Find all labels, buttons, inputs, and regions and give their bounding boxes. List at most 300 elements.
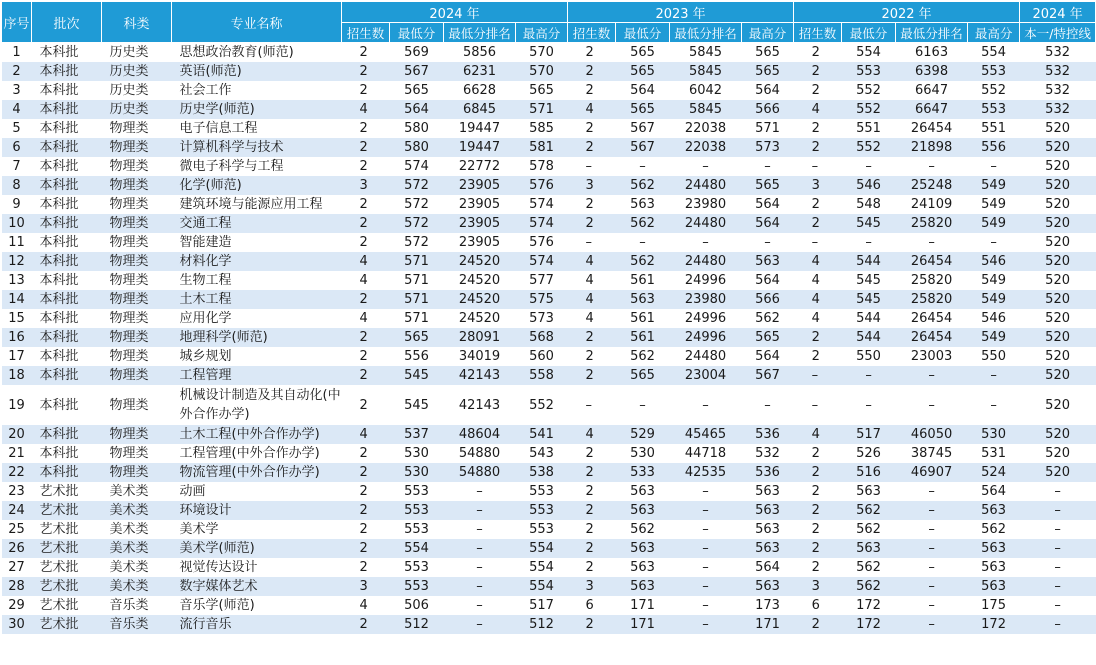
table-row [2,290,1096,309]
cell-min-score-2023: 563 [616,577,670,596]
cell-max-score-2024: 585 [516,119,568,138]
cell-max-score-2024: 560 [516,347,568,366]
cell-index: 22 [2,463,32,482]
cell-max-score-2022: 554 [968,43,1020,63]
cell-category: 美术类 [102,577,172,596]
cell-max-score-2024: 574 [516,252,568,271]
cell-min-rank-2023: – [670,385,742,425]
cell-max-score-2022: 562 [968,520,1020,539]
cell-min-rank-2024: – [444,558,516,577]
cell-max-score-2023: – [742,157,794,176]
cell-category: 物理类 [102,463,172,482]
cell-enrollment-2022: 3 [794,577,842,596]
cell-max-score-2022: 530 [968,425,1020,444]
table-row [2,347,1096,366]
header-year-2022: 2022 年 [794,2,1020,23]
cell-min-score-2023: – [616,385,670,425]
cell-batch: 艺术批 [32,520,102,539]
table-row [2,615,1096,634]
table-row [2,119,1096,138]
cell-enrollment-2023: 4 [568,252,616,271]
cell-batch: 本科批 [32,463,102,482]
cell-min-rank-2022: – [896,558,968,577]
cell-enrollment-2023: 2 [568,138,616,157]
cell-max-score-2023: 171 [742,615,794,634]
cell-enrollment-2022: 2 [794,558,842,577]
cell-enrollment-2023: 4 [568,271,616,290]
cell-min-score-2024: 554 [390,539,444,558]
cell-major: 交通工程 [172,214,342,233]
cell-max-score-2022: 550 [968,347,1020,366]
cell-control-line-2024: 520 [1020,309,1096,328]
cell-control-line-2024: 520 [1020,271,1096,290]
header-min-rank-2022: 最低分排名 [896,23,968,43]
cell-control-line-2024: 520 [1020,157,1096,176]
cell-min-rank-2023: 24480 [670,214,742,233]
cell-batch: 本科批 [32,309,102,328]
cell-min-rank-2024: – [444,539,516,558]
cell-min-rank-2023: – [670,520,742,539]
header-max-score-2022: 最高分 [968,23,1020,43]
cell-enrollment-2023: 2 [568,520,616,539]
cell-min-rank-2022: – [896,539,968,558]
header-max-score-2023: 最高分 [742,23,794,43]
cell-min-score-2024: 580 [390,138,444,157]
cell-enrollment-2024: 2 [342,385,390,425]
cell-max-score-2023: 563 [742,501,794,520]
cell-min-score-2024: 580 [390,119,444,138]
cell-min-rank-2023: – [670,615,742,634]
cell-max-score-2023: 173 [742,596,794,615]
cell-index: 12 [2,252,32,271]
cell-max-score-2023: 566 [742,290,794,309]
cell-control-line-2024: 532 [1020,43,1096,63]
cell-min-score-2024: 564 [390,100,444,119]
cell-max-score-2023: 565 [742,43,794,63]
table-row [2,501,1096,520]
cell-index: 15 [2,309,32,328]
table-row [2,482,1096,501]
cell-min-rank-2024: 24520 [444,290,516,309]
cell-min-score-2023: 562 [616,214,670,233]
cell-enrollment-2023: 2 [568,501,616,520]
header-major: 专业名称 [172,2,342,43]
cell-enrollment-2023: – [568,385,616,425]
cell-min-rank-2024: 23905 [444,176,516,195]
cell-min-score-2024: 530 [390,463,444,482]
cell-min-score-2022: 563 [842,482,896,501]
cell-max-score-2022: 563 [968,539,1020,558]
cell-max-score-2023: 564 [742,81,794,100]
cell-max-score-2022: 564 [968,482,1020,501]
cell-max-score-2023: 564 [742,214,794,233]
table-row [2,328,1096,347]
cell-min-score-2022: 563 [842,539,896,558]
cell-index: 9 [2,195,32,214]
cell-category: 物理类 [102,138,172,157]
cell-batch: 本科批 [32,347,102,366]
cell-min-score-2023: – [616,157,670,176]
cell-max-score-2022: 531 [968,444,1020,463]
cell-min-score-2023: 562 [616,252,670,271]
cell-min-score-2022: 545 [842,214,896,233]
cell-min-rank-2022: 6647 [896,81,968,100]
header-min-score-2023: 最低分 [616,23,670,43]
cell-enrollment-2022: 2 [794,214,842,233]
table-row [2,176,1096,195]
cell-min-score-2022: 550 [842,347,896,366]
cell-min-score-2024: 553 [390,558,444,577]
cell-min-score-2022: 546 [842,176,896,195]
cell-enrollment-2022: 2 [794,138,842,157]
cell-min-score-2023: 562 [616,520,670,539]
cell-category: 物理类 [102,195,172,214]
table-row [2,425,1096,444]
cell-control-line-2024: 520 [1020,252,1096,271]
cell-enrollment-2022: – [794,233,842,252]
header-enrollment-2023: 招生数 [568,23,616,43]
cell-index: 21 [2,444,32,463]
cell-control-line-2024: 520 [1020,176,1096,195]
cell-control-line-2024: 520 [1020,119,1096,138]
cell-min-score-2023: 533 [616,463,670,482]
cell-enrollment-2023: 2 [568,119,616,138]
table-row [2,252,1096,271]
cell-max-score-2022: 524 [968,463,1020,482]
cell-category: 物理类 [102,290,172,309]
table-row [2,81,1096,100]
cell-min-score-2024: 553 [390,501,444,520]
cell-category: 物理类 [102,385,172,425]
cell-max-score-2022: 549 [968,214,1020,233]
cell-min-rank-2023: – [670,482,742,501]
cell-enrollment-2022: 2 [794,328,842,347]
cell-enrollment-2022: 2 [794,501,842,520]
cell-index: 11 [2,233,32,252]
cell-index: 25 [2,520,32,539]
cell-enrollment-2024: 2 [342,501,390,520]
cell-enrollment-2022: 2 [794,43,842,63]
cell-index: 2 [2,62,32,81]
cell-max-score-2024: 554 [516,577,568,596]
cell-batch: 本科批 [32,271,102,290]
table-row [2,195,1096,214]
cell-min-rank-2022: – [896,157,968,176]
cell-index: 7 [2,157,32,176]
cell-max-score-2023: 571 [742,119,794,138]
cell-min-score-2022: 172 [842,615,896,634]
cell-index: 29 [2,596,32,615]
cell-max-score-2022: 563 [968,577,1020,596]
cell-index: 1 [2,43,32,63]
cell-min-rank-2024: 23905 [444,214,516,233]
cell-enrollment-2023: 3 [568,577,616,596]
table-row [2,43,1096,63]
cell-min-score-2023: 567 [616,119,670,138]
admission-scores-table [1,1,1096,634]
cell-index: 23 [2,482,32,501]
cell-min-rank-2024: 54880 [444,444,516,463]
cell-major: 电子信息工程 [172,119,342,138]
cell-enrollment-2022: 4 [794,252,842,271]
cell-min-rank-2022: 24109 [896,195,968,214]
cell-min-rank-2024: 5856 [444,43,516,63]
cell-index: 28 [2,577,32,596]
cell-index: 30 [2,615,32,634]
cell-category: 物理类 [102,119,172,138]
table-row [2,100,1096,119]
cell-category: 物理类 [102,425,172,444]
cell-min-score-2024: 574 [390,157,444,176]
cell-min-score-2024: 553 [390,577,444,596]
cell-max-score-2022: 549 [968,195,1020,214]
header-year-2024: 2024 年 [342,2,568,23]
cell-enrollment-2023: 2 [568,539,616,558]
cell-max-score-2024: 517 [516,596,568,615]
cell-min-rank-2024: 22772 [444,157,516,176]
cell-index: 5 [2,119,32,138]
cell-index: 14 [2,290,32,309]
cell-enrollment-2024: 2 [342,463,390,482]
cell-enrollment-2022: 4 [794,425,842,444]
cell-enrollment-2022: – [794,385,842,425]
cell-max-score-2022: 552 [968,81,1020,100]
cell-batch: 本科批 [32,366,102,385]
cell-enrollment-2022: 3 [794,176,842,195]
cell-max-score-2024: 512 [516,615,568,634]
cell-enrollment-2024: 4 [342,425,390,444]
cell-min-rank-2022: 25248 [896,176,968,195]
cell-min-score-2024: 572 [390,233,444,252]
cell-max-score-2023: 562 [742,309,794,328]
table-row [2,366,1096,385]
cell-enrollment-2022: 2 [794,81,842,100]
cell-major: 建筑环境与能源应用工程 [172,195,342,214]
cell-min-score-2023: 563 [616,195,670,214]
cell-min-rank-2024: – [444,520,516,539]
cell-max-score-2023: 563 [742,252,794,271]
cell-min-score-2024: 572 [390,176,444,195]
cell-min-score-2024: 537 [390,425,444,444]
cell-max-score-2022: 549 [968,271,1020,290]
cell-min-score-2023: 171 [616,615,670,634]
cell-max-score-2022: 546 [968,309,1020,328]
cell-index: 13 [2,271,32,290]
cell-major: 土木工程 [172,290,342,309]
cell-min-score-2022: 548 [842,195,896,214]
table-row [2,577,1096,596]
table-row [2,539,1096,558]
cell-min-rank-2022: – [896,501,968,520]
cell-min-rank-2024: 42143 [444,385,516,425]
cell-enrollment-2024: 2 [342,214,390,233]
cell-category: 物理类 [102,309,172,328]
cell-max-score-2022: – [968,233,1020,252]
cell-major: 机械设计制造及其自动化(中外合作办学) [172,385,342,425]
cell-max-score-2023: 532 [742,444,794,463]
cell-enrollment-2022: 2 [794,195,842,214]
cell-major: 视觉传达设计 [172,558,342,577]
cell-enrollment-2022: 4 [794,309,842,328]
cell-min-score-2022: 552 [842,81,896,100]
cell-min-rank-2022: 21898 [896,138,968,157]
cell-min-score-2024: 545 [390,366,444,385]
cell-enrollment-2024: 2 [342,558,390,577]
cell-min-rank-2023: 45465 [670,425,742,444]
cell-max-score-2024: 552 [516,385,568,425]
cell-category: 美术类 [102,558,172,577]
cell-max-score-2022: 556 [968,138,1020,157]
cell-control-line-2024: 520 [1020,425,1096,444]
cell-min-rank-2022: 6398 [896,62,968,81]
cell-min-score-2024: 571 [390,309,444,328]
cell-control-line-2024: 520 [1020,463,1096,482]
cell-min-score-2022: 552 [842,138,896,157]
cell-min-rank-2024: – [444,482,516,501]
cell-enrollment-2024: 3 [342,176,390,195]
cell-major: 思想政治教育(师范) [172,43,342,63]
cell-min-rank-2023: 24996 [670,309,742,328]
cell-category: 历史类 [102,43,172,63]
cell-min-score-2023: 562 [616,347,670,366]
cell-min-score-2022: 544 [842,252,896,271]
cell-major: 微电子科学与工程 [172,157,342,176]
cell-min-score-2022: 562 [842,558,896,577]
cell-enrollment-2022: 6 [794,596,842,615]
cell-max-score-2024: 554 [516,558,568,577]
cell-min-rank-2024: – [444,596,516,615]
cell-min-rank-2023: – [670,577,742,596]
cell-max-score-2023: 564 [742,558,794,577]
cell-min-score-2022: 551 [842,119,896,138]
cell-min-rank-2024: 6628 [444,81,516,100]
cell-min-score-2024: 530 [390,444,444,463]
cell-max-score-2022: – [968,385,1020,425]
cell-batch: 本科批 [32,385,102,425]
cell-enrollment-2023: 2 [568,347,616,366]
cell-min-rank-2023: 42535 [670,463,742,482]
cell-min-rank-2023: 24480 [670,176,742,195]
cell-batch: 本科批 [32,214,102,233]
cell-min-score-2024: 556 [390,347,444,366]
header-enrollment-2022: 招生数 [794,23,842,43]
cell-min-score-2023: 561 [616,309,670,328]
table-body [2,43,1096,635]
cell-min-score-2022: – [842,366,896,385]
cell-enrollment-2022: – [794,157,842,176]
cell-batch: 艺术批 [32,577,102,596]
cell-min-score-2024: 545 [390,385,444,425]
header-index: 序号 [2,2,32,43]
cell-enrollment-2024: 2 [342,615,390,634]
cell-enrollment-2024: 2 [342,290,390,309]
cell-min-score-2022: 517 [842,425,896,444]
cell-control-line-2024: 520 [1020,444,1096,463]
cell-min-rank-2023: 5845 [670,100,742,119]
cell-index: 27 [2,558,32,577]
cell-batch: 本科批 [32,176,102,195]
cell-control-line-2024: 532 [1020,100,1096,119]
cell-min-rank-2024: 48604 [444,425,516,444]
cell-enrollment-2023: 2 [568,366,616,385]
table-row [2,214,1096,233]
header-min-rank-2024: 最低分排名 [444,23,516,43]
cell-enrollment-2023: 4 [568,100,616,119]
cell-category: 历史类 [102,81,172,100]
cell-min-rank-2022: 46907 [896,463,968,482]
cell-max-score-2024: 576 [516,176,568,195]
cell-enrollment-2023: 2 [568,62,616,81]
cell-enrollment-2023: 2 [568,615,616,634]
cell-control-line-2024: – [1020,539,1096,558]
table-row [2,157,1096,176]
cell-control-line-2024: 520 [1020,385,1096,425]
cell-min-rank-2022: 6647 [896,100,968,119]
table-row [2,62,1096,81]
cell-enrollment-2022: 2 [794,463,842,482]
cell-batch: 艺术批 [32,539,102,558]
cell-major: 地理科学(师范) [172,328,342,347]
cell-enrollment-2024: 2 [342,119,390,138]
cell-min-rank-2023: 23980 [670,290,742,309]
cell-min-score-2023: 530 [616,444,670,463]
cell-enrollment-2023: 2 [568,328,616,347]
cell-min-score-2022: 562 [842,577,896,596]
cell-enrollment-2024: 4 [342,100,390,119]
cell-batch: 本科批 [32,328,102,347]
cell-enrollment-2024: 2 [342,157,390,176]
cell-max-score-2024: 553 [516,501,568,520]
cell-min-rank-2022: – [896,577,968,596]
cell-control-line-2024: 520 [1020,328,1096,347]
cell-index: 10 [2,214,32,233]
cell-max-score-2022: 546 [968,252,1020,271]
cell-enrollment-2023: 4 [568,425,616,444]
cell-major: 流行音乐 [172,615,342,634]
cell-enrollment-2024: 2 [342,62,390,81]
cell-index: 4 [2,100,32,119]
cell-enrollment-2024: 2 [342,520,390,539]
cell-enrollment-2024: 2 [342,81,390,100]
cell-index: 24 [2,501,32,520]
cell-control-line-2024: 520 [1020,138,1096,157]
cell-min-score-2023: 563 [616,558,670,577]
cell-max-score-2024: 570 [516,43,568,63]
cell-max-score-2022: 553 [968,62,1020,81]
cell-max-score-2024: 553 [516,482,568,501]
cell-min-rank-2022: 23003 [896,347,968,366]
cell-min-rank-2023: – [670,157,742,176]
cell-enrollment-2024: 2 [342,233,390,252]
cell-max-score-2023: 563 [742,520,794,539]
cell-max-score-2023: 563 [742,482,794,501]
cell-major: 工程管理(中外合作办学) [172,444,342,463]
cell-major: 工程管理 [172,366,342,385]
cell-max-score-2022: 563 [968,501,1020,520]
cell-category: 物理类 [102,233,172,252]
table-header [2,2,1096,43]
cell-max-score-2022: 549 [968,328,1020,347]
cell-min-score-2022: 545 [842,271,896,290]
cell-enrollment-2023: 2 [568,195,616,214]
cell-batch: 本科批 [32,252,102,271]
header-min-rank-2023: 最低分排名 [670,23,742,43]
cell-min-score-2023: 565 [616,43,670,63]
cell-category: 物理类 [102,271,172,290]
cell-max-score-2022: – [968,366,1020,385]
cell-major: 环境设计 [172,501,342,520]
cell-min-score-2022: – [842,157,896,176]
